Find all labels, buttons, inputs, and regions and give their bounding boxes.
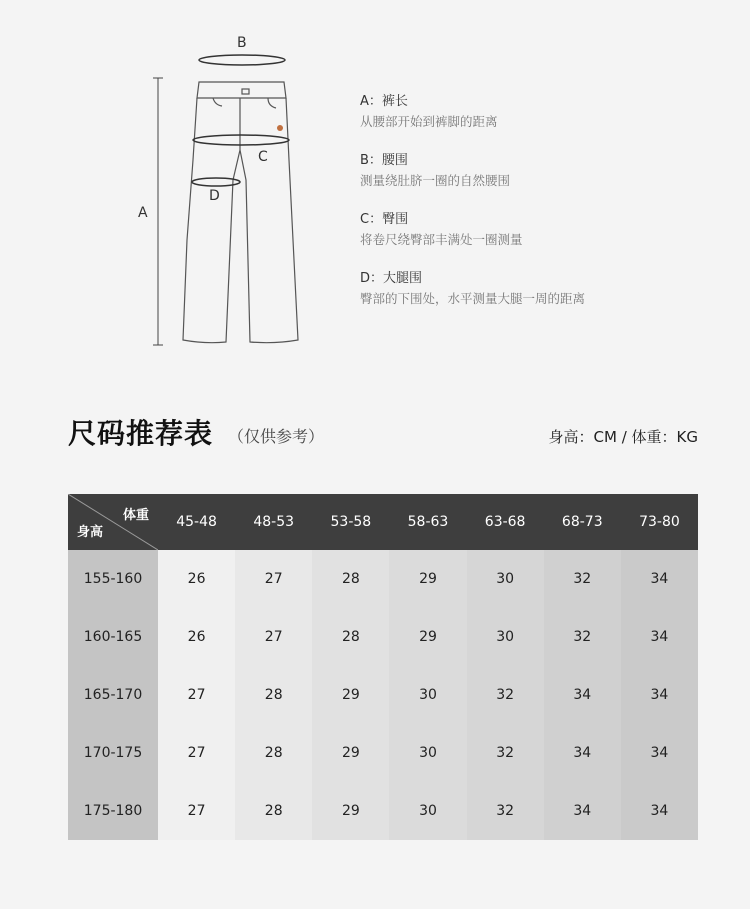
legend-desc: 臀部的下围处，水平测量大腿一周的距离 bbox=[360, 291, 586, 306]
table-row bbox=[68, 666, 698, 724]
table-row bbox=[68, 550, 698, 608]
size-cell: 29 bbox=[312, 666, 389, 724]
size-cell: 26 bbox=[158, 608, 235, 666]
weight-axis-label: 体重 bbox=[122, 508, 149, 523]
row-header: 165-170 bbox=[68, 666, 158, 724]
legend-item-hip bbox=[360, 211, 720, 270]
brand-tag-icon bbox=[277, 125, 283, 131]
size-cell: 29 bbox=[389, 608, 466, 666]
hip-measure-ring bbox=[193, 135, 289, 145]
row-header: 175-180 bbox=[68, 782, 158, 840]
legend-title: D：大腿围 bbox=[360, 271, 423, 286]
size-cell: 32 bbox=[467, 782, 544, 840]
size-cell: 27 bbox=[235, 608, 312, 666]
size-cell: 34 bbox=[621, 666, 698, 724]
size-cell: 34 bbox=[621, 550, 698, 608]
size-cell: 34 bbox=[544, 782, 621, 840]
legend-title: A：裤长 bbox=[360, 94, 408, 109]
label-b: B bbox=[237, 35, 247, 51]
size-cell: 29 bbox=[312, 724, 389, 782]
table-row bbox=[68, 608, 698, 666]
size-cell: 30 bbox=[389, 782, 466, 840]
row-header: 155-160 bbox=[68, 550, 158, 608]
size-cell: 34 bbox=[544, 666, 621, 724]
column-header: 63-68 bbox=[467, 494, 544, 550]
column-header: 45-48 bbox=[158, 494, 235, 550]
row-header: 170-175 bbox=[68, 724, 158, 782]
size-cell: 30 bbox=[389, 666, 466, 724]
pants-outline bbox=[183, 82, 298, 343]
size-cell: 30 bbox=[467, 608, 544, 666]
size-cell: 32 bbox=[544, 550, 621, 608]
legend-desc: 将卷尺绕臀部丰满处一圈测量 bbox=[360, 232, 523, 247]
size-cell: 34 bbox=[621, 782, 698, 840]
size-cell: 29 bbox=[312, 782, 389, 840]
legend-item-length bbox=[360, 93, 720, 152]
height-axis-label: 身高 bbox=[77, 525, 104, 540]
size-cell: 28 bbox=[235, 666, 312, 724]
size-cell: 30 bbox=[389, 724, 466, 782]
size-cell: 30 bbox=[467, 550, 544, 608]
size-cell: 27 bbox=[158, 724, 235, 782]
table-header-row bbox=[68, 494, 698, 550]
size-cell: 34 bbox=[621, 724, 698, 782]
size-cell: 28 bbox=[312, 608, 389, 666]
column-header: 53-58 bbox=[312, 494, 389, 550]
size-cell: 34 bbox=[621, 608, 698, 666]
size-cell: 28 bbox=[235, 782, 312, 840]
row-header: 160-165 bbox=[68, 608, 158, 666]
units-note: 身高：CM / 体重：KG bbox=[548, 428, 698, 446]
size-cell: 29 bbox=[389, 550, 466, 608]
page-subtitle: （仅供参考） bbox=[228, 427, 325, 446]
size-cell: 26 bbox=[158, 550, 235, 608]
table-row bbox=[68, 782, 698, 840]
length-measure-line bbox=[153, 78, 163, 345]
legend-desc: 测量绕肚脐一圈的自然腰围 bbox=[360, 173, 511, 188]
measurement-diagram bbox=[0, 0, 750, 370]
size-table bbox=[68, 494, 698, 840]
size-cell: 27 bbox=[158, 666, 235, 724]
column-header: 68-73 bbox=[544, 494, 621, 550]
size-cell: 34 bbox=[544, 724, 621, 782]
table-corner-cell bbox=[68, 494, 158, 550]
legend-title: C：臀围 bbox=[360, 212, 409, 227]
label-d: D bbox=[209, 188, 220, 204]
label-a: A bbox=[138, 205, 148, 221]
size-chart-header bbox=[68, 412, 698, 452]
label-c: C bbox=[258, 149, 268, 165]
column-header: 58-63 bbox=[389, 494, 466, 550]
legend-title: B：腰围 bbox=[360, 153, 408, 168]
size-cell: 27 bbox=[235, 550, 312, 608]
size-cell: 27 bbox=[158, 782, 235, 840]
column-header: 48-53 bbox=[235, 494, 312, 550]
column-header: 73-80 bbox=[621, 494, 698, 550]
size-cell: 32 bbox=[544, 608, 621, 666]
size-cell: 28 bbox=[235, 724, 312, 782]
legend-item-thigh bbox=[360, 270, 720, 329]
page-title: 尺码推荐表 bbox=[68, 417, 214, 450]
table-row bbox=[68, 724, 698, 782]
size-cell: 32 bbox=[467, 666, 544, 724]
legend-desc: 从腰部开始到裤脚的距离 bbox=[360, 114, 498, 129]
measurement-legend bbox=[360, 93, 720, 329]
legend-item-waist bbox=[360, 152, 720, 211]
waist-measure-ring bbox=[199, 55, 285, 65]
size-cell: 32 bbox=[467, 724, 544, 782]
size-cell: 28 bbox=[312, 550, 389, 608]
